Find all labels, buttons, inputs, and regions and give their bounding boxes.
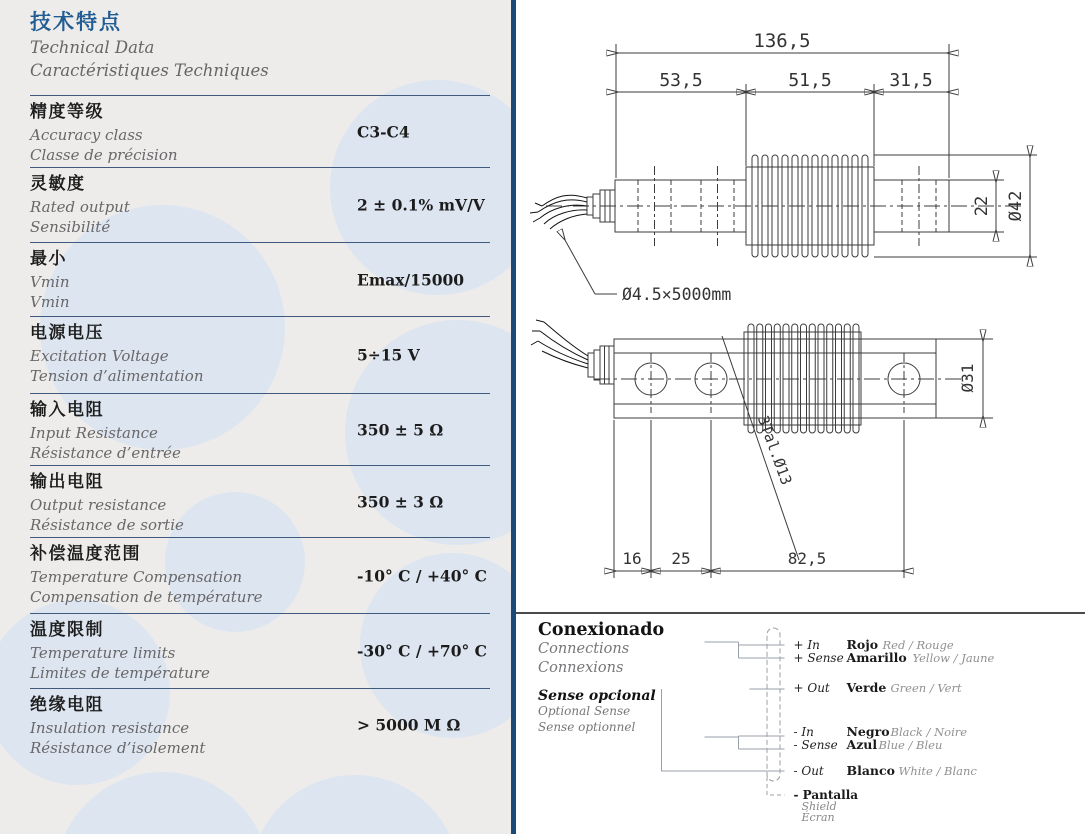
spec-label-en: Output resistance: [30, 495, 167, 514]
spec-label-fr: Classe de précision: [30, 145, 178, 164]
spec-label-fr: Limites de température: [30, 663, 210, 682]
spec-row-insulation: [30, 688, 490, 760]
wire-color-blue-translation: Blue / Bleu: [878, 738, 943, 752]
wire-color-blue: Azul: [846, 737, 878, 752]
sense-optional-en: Optional Sense: [538, 704, 631, 719]
page-title-fr: Caractéristiques Techniques: [30, 61, 269, 81]
spec-value: C3-C4: [357, 122, 410, 141]
wire-color-white: Blanco: [846, 763, 895, 778]
wire-color-red-translation: Red / Rouge: [882, 638, 954, 652]
spec-row-vmin: [30, 242, 490, 316]
wire-color-green: Verde: [846, 680, 887, 695]
spec-label-en: Insulation resistance: [30, 718, 190, 737]
spec-label-zh: 补偿温度范围: [30, 544, 141, 564]
wiring-diagram: [516, 612, 1085, 834]
spec-label-zh: 精度等级: [30, 102, 104, 122]
wire-color-yellow: Amarillo: [846, 650, 907, 665]
drawing-panel: [516, 0, 1085, 834]
spec-label-fr: Vmin: [30, 292, 70, 311]
spec-label-en: Excitation Voltage: [30, 346, 169, 365]
sense-optional-title: Sense opcional: [538, 688, 656, 705]
spec-row-input-resistance: [30, 393, 490, 465]
connections-title-en: Connections: [538, 641, 630, 657]
wheatstone-bridge: [657, 628, 785, 795]
spec-row-excitation: [30, 316, 490, 393]
connections-title-fr: Connexions: [538, 660, 624, 677]
spec-row-accuracy: [30, 95, 490, 167]
spec-value: Emax/15000: [357, 270, 465, 289]
connections-title: Conexionado: [538, 620, 665, 640]
spec-row-temp-limits: [30, 613, 490, 688]
page-title-en: Technical Data: [30, 38, 155, 57]
spec-label-en: Temperature Compensation: [30, 567, 243, 586]
spec-value: 2 ± 0.1% mV/V: [357, 195, 485, 215]
spec-value: 5÷15 V: [357, 345, 420, 365]
dim-edge-to-hole1: 16: [622, 549, 642, 568]
dim-hole2-to-hole3: 82,5: [787, 549, 827, 568]
wire-color-white-translation: White / Blanc: [898, 764, 977, 778]
dim-bellows-diameter: Ø42: [1006, 190, 1026, 222]
section-title: [30, 6, 269, 83]
spec-label-zh: 最小: [30, 249, 67, 269]
terminal-minus-in: - In: [793, 725, 814, 739]
dim-right-segment: 31,5: [889, 70, 933, 91]
terminal-minus-sense: - Sense: [793, 738, 838, 752]
spec-label-zh: 绝缘电阻: [30, 695, 104, 715]
spec-label-en: Vmin: [30, 272, 70, 291]
spec-label-en: Rated output: [30, 197, 130, 216]
cable-gland: [588, 346, 614, 384]
load-cell-side-view-drawing: [516, 0, 1085, 315]
spec-label-en: Input Resistance: [30, 423, 158, 442]
spec-label-zh: 输入电阻: [30, 400, 104, 420]
spec-value: -10° C / +40° C: [357, 566, 487, 585]
spec-label-fr: Compensation de température: [30, 587, 263, 606]
wire-color-red: Rojo: [846, 637, 879, 652]
wire-color-yellow-translation: Yellow / Jaune: [912, 651, 995, 665]
spec-label-zh: 电源电压: [30, 323, 104, 343]
terminal-minus-out: - Out: [793, 764, 824, 778]
spec-value: -30° C / +70° C: [357, 641, 487, 661]
spec-value: > 5000 M Ω: [357, 715, 461, 734]
spec-panel: [0, 0, 511, 834]
spec-label-fr: Sensibilité: [30, 217, 111, 236]
terminal-plus-in: + In: [793, 638, 820, 652]
cable-bundle: [530, 195, 587, 229]
spec-label-zh: 灵敏度: [30, 174, 86, 194]
dim-beam-width: Ø31: [958, 363, 977, 393]
spec-label-en: Temperature limits: [30, 643, 176, 662]
spec-label-fr: Résistance d’isolement: [30, 738, 206, 757]
dim-total-length: 136,5: [753, 30, 811, 52]
page-title: 技术特点: [30, 10, 122, 34]
wire-color-green-translation: Green / Vert: [890, 681, 962, 695]
holes-spec-label: 3Tal.Ø13: [753, 413, 796, 488]
spec-value: 350 ± 5 Ω: [357, 420, 444, 439]
cable-bundle: [531, 320, 588, 368]
load-cell-top-view-drawing: [516, 315, 1085, 612]
shield-label-en: Shield: [801, 800, 837, 813]
dim-block-height: 22: [972, 195, 992, 217]
spec-value: 350 ± 3 Ω: [357, 492, 444, 511]
spec-row-output-resistance: [30, 465, 490, 537]
wire-color-black: Negro: [846, 724, 890, 739]
cable-spec-label: Ø4.5×5000mm: [622, 285, 732, 304]
spec-label-zh: 温度限制: [30, 620, 104, 640]
spec-label-zh: 输出电阻: [30, 472, 104, 492]
spec-label-fr: Résistance d’entrée: [30, 443, 181, 462]
spec-label-fr: Résistance de sortie: [30, 515, 184, 534]
terminal-plus-sense: + Sense: [793, 651, 844, 665]
spec-row-temp-compensation: [30, 537, 490, 613]
terminal-shield: - Pantalla: [793, 788, 859, 802]
terminal-plus-out: + Out: [793, 681, 830, 695]
spec-label-en: Accuracy class: [30, 125, 143, 144]
shield-label-fr: Écran: [801, 811, 835, 824]
dim-mid-segment: 51,5: [788, 70, 832, 91]
sense-optional-fr: Sense optionnel: [538, 719, 636, 734]
dim-hole1-to-hole2: 25: [671, 549, 691, 568]
wire-color-black-translation: Black / Noire: [890, 725, 968, 739]
spec-row-rated-output: [30, 167, 490, 242]
dim-left-segment: 53,5: [659, 70, 703, 91]
spec-label-fr: Tension d’alimentation: [30, 366, 204, 385]
